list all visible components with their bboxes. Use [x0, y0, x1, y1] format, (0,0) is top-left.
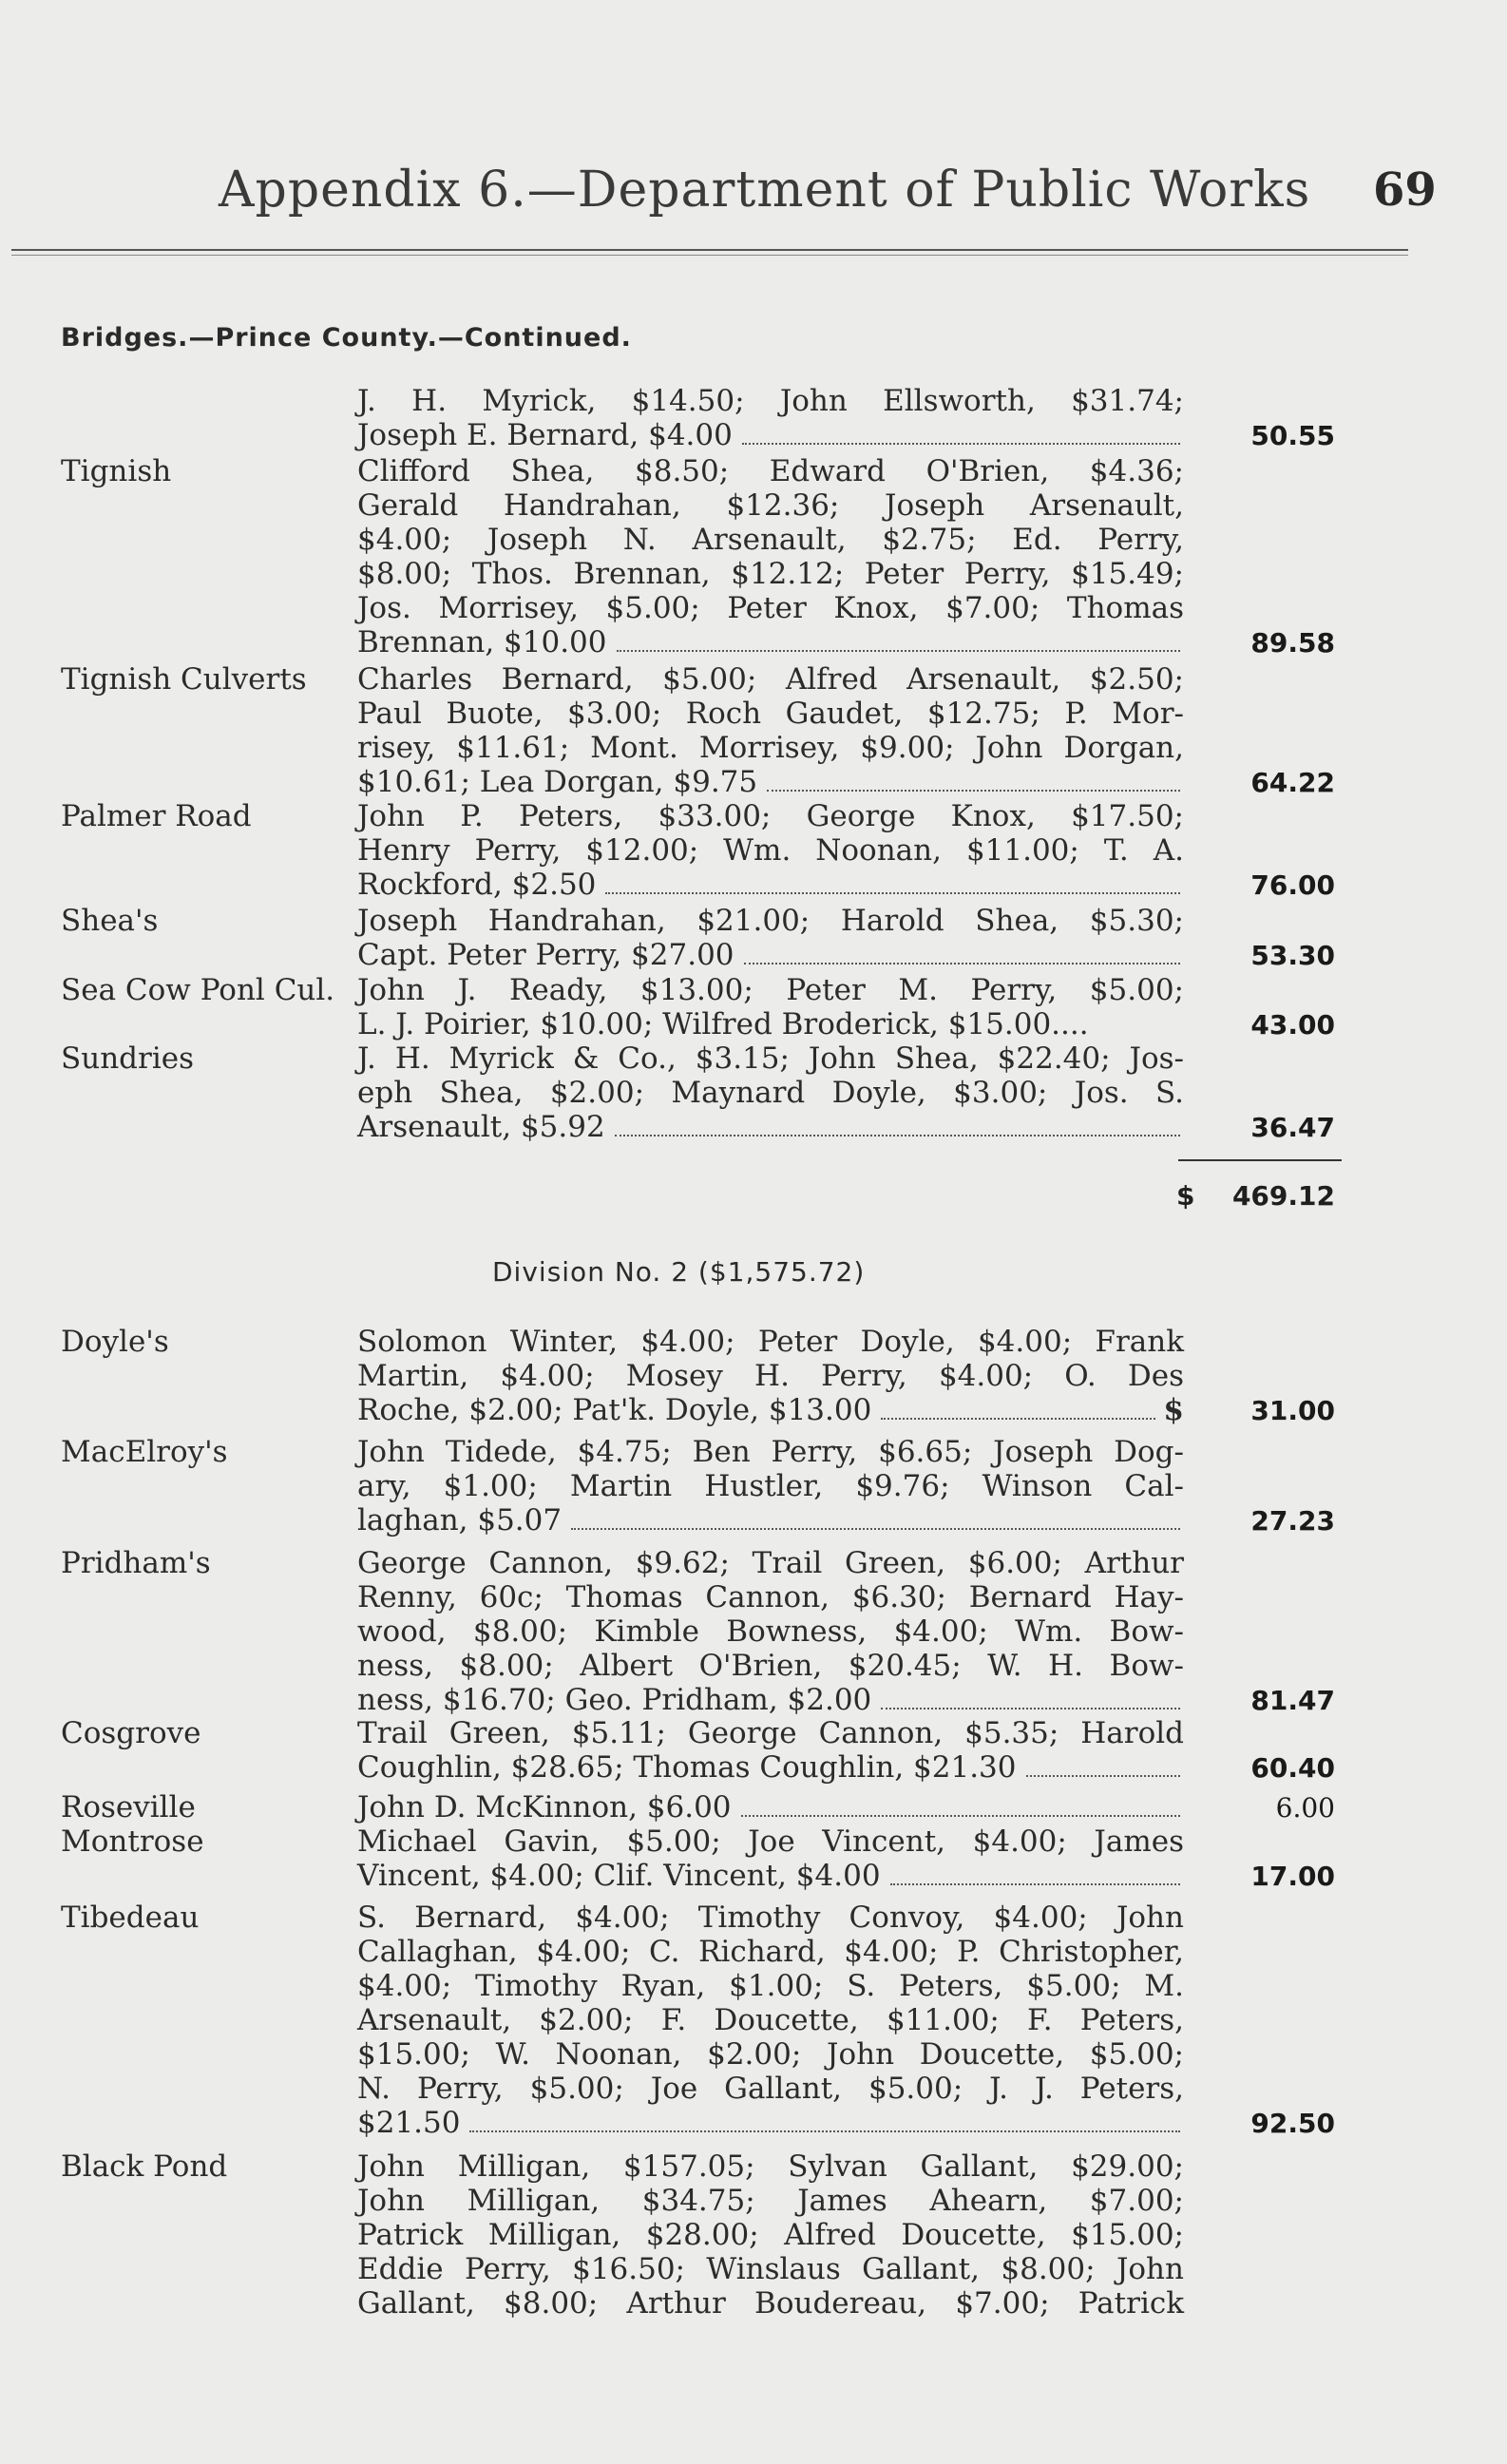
entry-line: N. Perry, $5.00; Joe Gallant, $5.00; J. J. Peters, — [357, 2072, 1184, 2106]
entry-amount: 92.50 — [1250, 2108, 1335, 2139]
subtotal-rule — [1178, 1159, 1342, 1161]
entry-amount: 27.23 — [1250, 1505, 1335, 1537]
subtotal-amount: 469.12 — [1231, 1180, 1335, 1212]
place-name: Cosgrove — [61, 1716, 201, 1750]
subtotal-currency: $ — [1176, 1180, 1195, 1212]
entry-line: Eddie Perry, $16.50; Winslaus Gallant, $8.00; John — [357, 2252, 1184, 2286]
entry-line: risey, $11.61; Mont. Morrisey, $9.00; John Dorgan, — [357, 731, 1184, 765]
entry-amount: 31.00 — [1250, 1395, 1335, 1426]
entry-line: ness, $16.70; Geo. Pridham, $2.00 — [357, 1683, 1184, 1717]
entry-amount: 36.47 — [1250, 1112, 1335, 1143]
entry-line: John Milligan, $157.05; Sylvan Gallant, $29.00; — [357, 2149, 1184, 2184]
entry-amount: 81.47 — [1250, 1685, 1335, 1716]
place-name: Roseville — [61, 1790, 196, 1824]
place-name: Tignish — [61, 454, 172, 488]
running-title: Appendix 6.—Department of Public Works — [219, 162, 1311, 219]
page-number: 69 — [1373, 163, 1437, 217]
place-name: Pridham's — [61, 1546, 211, 1580]
entry-line: laghan, $5.07 — [357, 1503, 1184, 1538]
entry-line: ness, $8.00; Albert O'Brien, $20.45; W. H. Bow- — [357, 1649, 1184, 1683]
entry-line: $8.00; Thos. Brennan, $12.12; Peter Perry, $15.49; — [357, 557, 1184, 591]
entry-line: Renny, 60c; Thomas Cannon, $6.30; Bernard Hay- — [357, 1580, 1184, 1614]
entry-line: Solomon Winter, $4.00; Peter Doyle, $4.00; Frank — [357, 1325, 1184, 1359]
entry-line: John J. Ready, $13.00; Peter M. Perry, $5.00; — [357, 973, 1184, 1007]
entry-amount: 76.00 — [1250, 869, 1335, 901]
entry-line: Trail Green, $5.11; George Cannon, $5.35; Harold — [357, 1716, 1184, 1750]
entry-line: $21.50 — [357, 2106, 1184, 2140]
entry-line: S. Bernard, $4.00; Timothy Convoy, $4.00; John — [357, 1901, 1184, 1935]
entry-line: Paul Buote, $3.00; Roch Gaudet, $12.75; P. Mor- — [357, 697, 1184, 731]
entry-line: Patrick Milligan, $28.00; Alfred Doucette, $15.00; — [357, 2218, 1184, 2252]
entry-line: Brennan, $10.00 — [357, 625, 1184, 659]
entry-line: Martin, $4.00; Mosey H. Perry, $4.00; O. Des — [357, 1359, 1184, 1393]
entry-line: John Tidede, $4.75; Ben Perry, $6.65; Joseph Dog- — [357, 1435, 1184, 1469]
entry-line: ary, $1.00; Martin Hustler, $9.76; Winson Cal- — [357, 1469, 1184, 1503]
entry-line: George Cannon, $9.62; Trail Green, $6.00; Arthur — [357, 1546, 1184, 1580]
inline-dollar: $ — [1163, 1393, 1184, 1427]
entry-line: L. J. Poirier, $10.00; Wilfred Broderick, $15.00.... — [357, 1007, 1089, 1041]
place-name: MacElroy's — [61, 1435, 228, 1469]
entry-amount: 17.00 — [1250, 1861, 1335, 1892]
entry-line: Capt. Peter Perry, $27.00 — [357, 938, 1184, 972]
entry-line: John Milligan, $34.75; James Ahearn, $7.00; — [357, 2184, 1184, 2218]
entry-line: J. H. Myrick & Co., $3.15; John Shea, $22.40; Jos- — [357, 1041, 1184, 1076]
entry-line: Henry Perry, $12.00; Wm. Noonan, $11.00; T. A. — [357, 833, 1184, 868]
entry-line: Charles Bernard, $5.00; Alfred Arsenault, $2.50; — [357, 662, 1184, 697]
entry-line: eph Shea, $2.00; Maynard Doyle, $3.00; Jos. S. — [357, 1076, 1184, 1110]
entry-line: $4.00; Joseph N. Arsenault, $2.75; Ed. Perry, — [357, 523, 1184, 557]
place-name: Shea's — [61, 904, 159, 938]
entry-line: $15.00; W. Noonan, $2.00; John Doucette, $5.00; — [357, 2037, 1184, 2072]
entry-line: Vincent, $4.00; Clif. Vincent, $4.00 — [357, 1859, 1184, 1893]
entry-line: John D. McKinnon, $6.00 — [357, 1790, 1184, 1824]
division-heading: Division No. 2 ($1,575.72) — [492, 1256, 866, 1288]
entry-line: Clifford Shea, $8.50; Edward O'Brien, $4.36; — [357, 454, 1184, 488]
entry-amount: 43.00 — [1250, 1009, 1335, 1041]
header-rule — [11, 249, 1408, 256]
entry-line: Callaghan, $4.00; C. Richard, $4.00; P. Christopher, — [357, 1935, 1184, 1969]
entry-line: John P. Peters, $33.00; George Knox, $17.50; — [357, 799, 1184, 833]
entry-line: Arsenault, $2.00; F. Doucette, $11.00; F. Peters, — [357, 2003, 1184, 2037]
entry-line: Coughlin, $28.65; Thomas Coughlin, $21.30 — [357, 1750, 1184, 1785]
entry-line: Gerald Handrahan, $12.36; Joseph Arsenault, — [357, 488, 1184, 523]
entry-line: $10.61; Lea Dorgan, $9.75 — [357, 765, 1184, 799]
place-name: Tibedeau — [61, 1901, 200, 1935]
place-name: Black Pond — [61, 2149, 228, 2184]
entry-line: J. H. Myrick, $14.50; John Ellsworth, $31.74; — [357, 384, 1184, 418]
entry-amount: 64.22 — [1250, 767, 1335, 798]
place-name: Doyle's — [61, 1325, 169, 1359]
place-name: Palmer Road — [61, 799, 252, 833]
place-name: Sea Cow Ponl Cul. — [61, 973, 335, 1007]
entry-line: Joseph E. Bernard, $4.00 — [357, 418, 1184, 452]
entry-amount: 89.58 — [1250, 627, 1335, 659]
entry-amount: 50.55 — [1250, 420, 1335, 451]
entry-line: $4.00; Timothy Ryan, $1.00; S. Peters, $5.00; M. — [357, 1969, 1184, 2003]
entry-line: Joseph Handrahan, $21.00; Harold Shea, $5.30; — [357, 904, 1184, 938]
place-name: Tignish Culverts — [61, 662, 307, 697]
entry-line: Roche, $2.00; Pat'k. Doyle, $13.00 $ — [357, 1393, 1184, 1427]
place-name: Montrose — [61, 1824, 204, 1859]
entry-line: Michael Gavin, $5.00; Joe Vincent, $4.00; James — [357, 1824, 1184, 1859]
entry-line: wood, $8.00; Kimble Bowness, $4.00; Wm. Bow- — [357, 1614, 1184, 1649]
entry-amount: 53.30 — [1250, 940, 1335, 971]
place-name: Sundries — [61, 1041, 194, 1076]
entry-amount: 60.40 — [1250, 1752, 1335, 1784]
entry-line: Gallant, $8.00; Arthur Boudereau, $7.00; Patrick — [357, 2286, 1184, 2321]
entry-line: Jos. Morrisey, $5.00; Peter Knox, $7.00; Thomas — [357, 591, 1184, 625]
entry-line: Rockford, $2.50 — [357, 868, 1184, 902]
entry-line: Arsenault, $5.92 — [357, 1110, 1184, 1144]
entry-amount: 6.00 — [1275, 1792, 1335, 1824]
section-heading: Bridges.—Prince County.—Continued. — [61, 323, 632, 353]
